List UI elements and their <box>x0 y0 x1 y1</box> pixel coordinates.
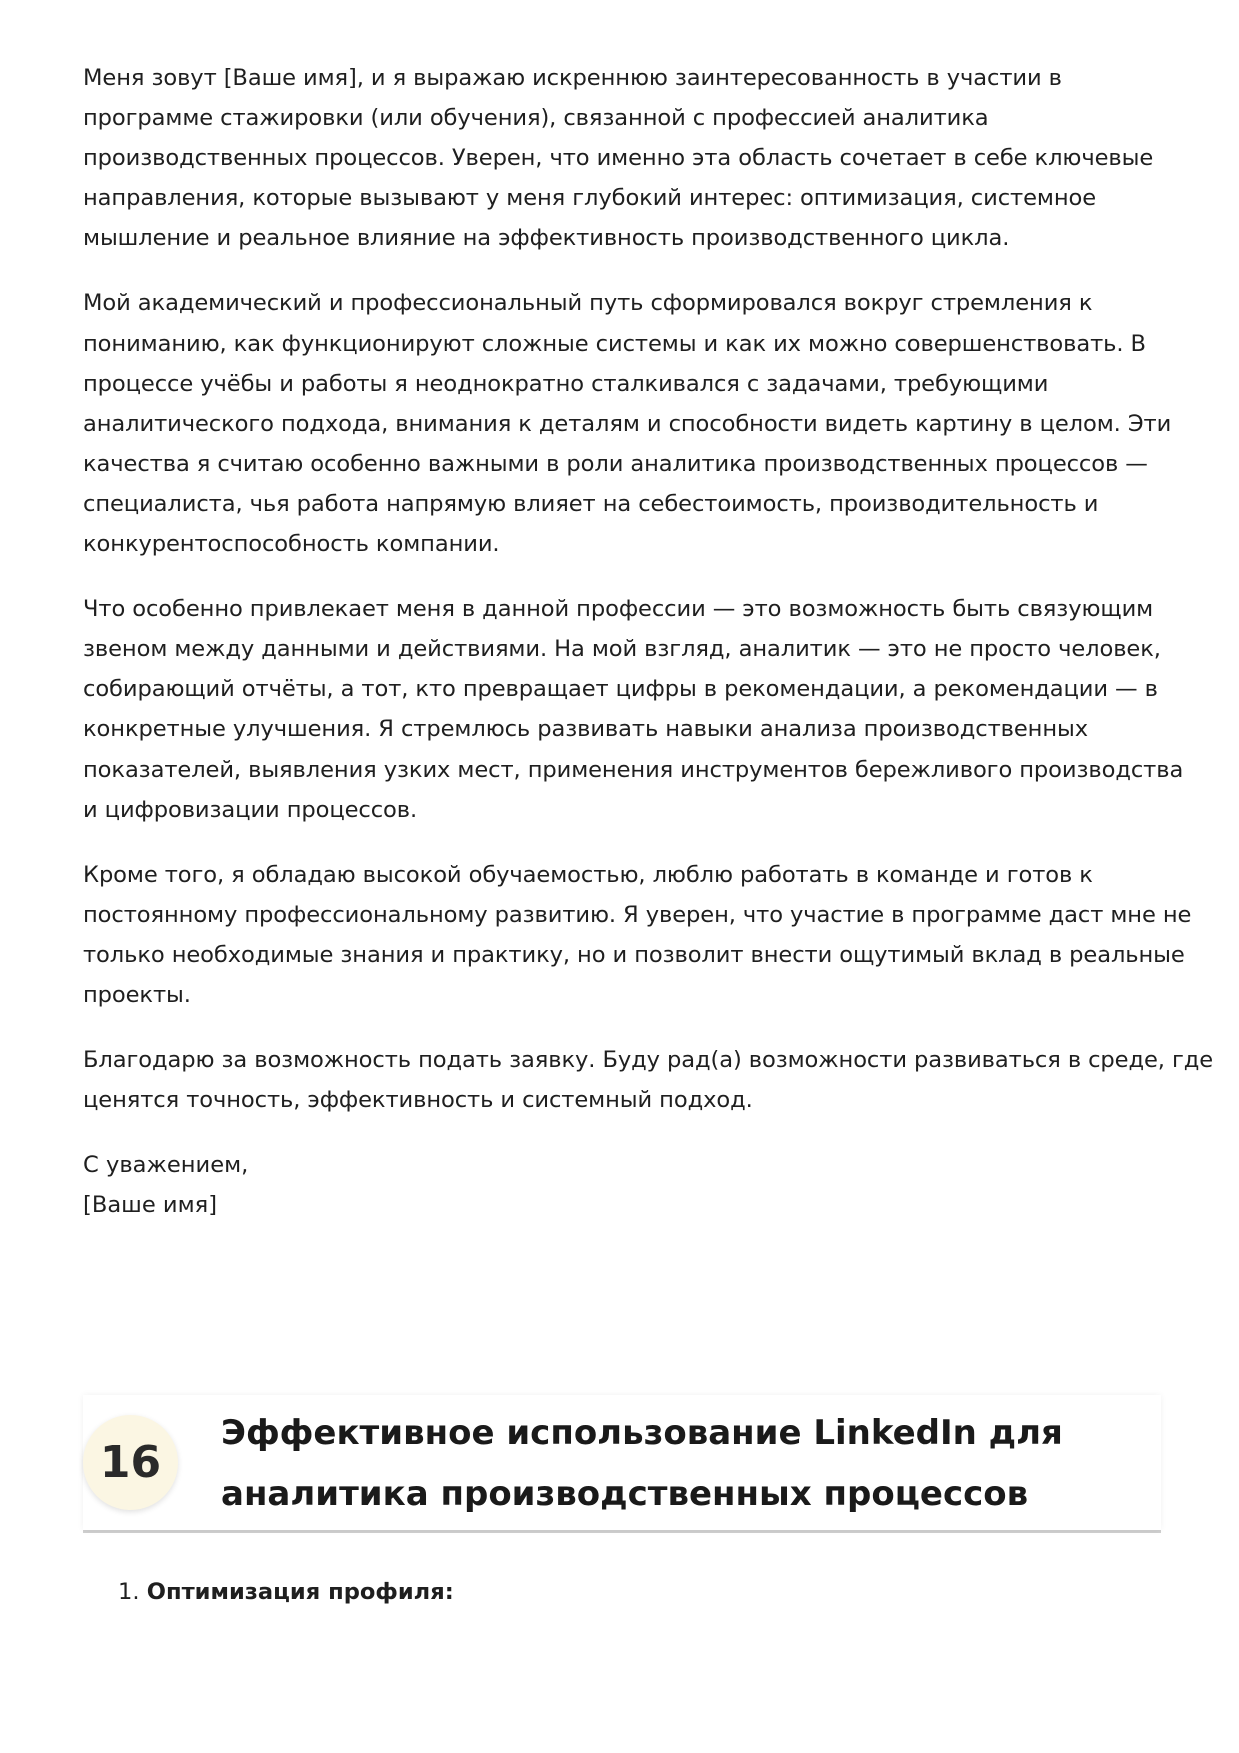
paragraph-background <box>83 283 1172 564</box>
text-line: и цифровизации процессов. <box>83 796 418 823</box>
section-number-badge: 16 <box>83 1415 178 1510</box>
text-line: мышление и реальное влияние на эффективность производственного цикла. <box>83 225 1010 252</box>
paragraph-thanks <box>83 1040 1214 1120</box>
text-line: Что особенно привлекает меня в данной профессии — это возможность быть связующим <box>83 596 1154 623</box>
text-line: производственных процессов. Уверен, что именно эта область сочетает в себе ключевые <box>83 145 1154 172</box>
text-line: показателей, выявления узких мест, применения инструментов бережливого производства <box>83 756 1184 783</box>
text-line: ценятся точность, эффективность и системный подход. <box>83 1087 753 1114</box>
numbered-list <box>118 1572 454 1612</box>
list-item-number: 1. <box>118 1579 140 1605</box>
text-line: конкретные улучшения. Я стремлюсь развивать навыки анализа производственных <box>83 716 1089 743</box>
text-line: Благодарю за возможность подать заявку. Буду рад(а) возможности развиваться в среде, где <box>83 1047 1214 1074</box>
section-title-line: Эффективное использование LinkedIn для <box>221 1413 1063 1453</box>
letter-body <box>83 58 1214 1225</box>
section-title-line: аналитика производственных процессов <box>221 1474 1029 1514</box>
text-line: пониманию, как функционируют сложные системы и как их можно совершенствовать. В <box>83 330 1146 357</box>
text-line: звеном между данными и действиями. На мой взгляд, аналитик — это не просто человек, <box>83 636 1161 663</box>
text-line: специалиста, чья работа напрямую влияет на себестоимость, производительность и <box>83 490 1099 517</box>
text-line: направления, которые вызывают у меня глубокий интерес: оптимизация, системное <box>83 185 1097 212</box>
text-line: процессе учёбы и работы я неоднократно сталкивался с задачами, требующими <box>83 370 1049 397</box>
text-line: Мой академический и профессиональный путь сформировался вокруг стремления к <box>83 290 1093 317</box>
signature <box>83 1145 1161 1225</box>
paragraph-motivation <box>83 589 1184 830</box>
text-line: качества я считаю особенно важными в роли аналитика производственных процессов — <box>83 450 1148 477</box>
text-line: Меня зовут [Ваше имя], и я выражаю искреннюю заинтересованность в участии в <box>83 65 1062 91</box>
text-line: конкурентоспособность компании. <box>83 531 500 558</box>
text-line: только необходимые знания и практику, но и позволит внести ощутимый вклад в реальные <box>83 941 1185 968</box>
paragraph-qualities <box>83 855 1192 1015</box>
signature-name: [Ваше имя] <box>83 1192 218 1219</box>
paragraph-intro <box>83 58 1161 258</box>
text-line: Кроме того, я обладаю высокой обучаемостью, люблю работать в команде и готов к <box>83 861 1093 888</box>
signature-closing: С уважением, <box>83 1152 249 1179</box>
text-line: постоянному профессиональному развитию. Я уверен, что участие в программе даст мне не <box>83 901 1192 928</box>
text-line: проекты. <box>83 981 191 1008</box>
text-line: аналитического подхода, внимания к деталям и способности видеть картину в целом. Эти <box>83 410 1172 437</box>
text-line: собирающий отчёты, а тот, кто превращает цифры в рекомендации, а рекомендации — в <box>83 676 1158 703</box>
section-title <box>221 1403 1141 1525</box>
list-item-label: Оптимизация профиля: <box>146 1579 454 1605</box>
section-header <box>83 1395 1161 1533</box>
text-line: программе стажировки (или обучения), связанной с профессией аналитика <box>83 105 989 132</box>
